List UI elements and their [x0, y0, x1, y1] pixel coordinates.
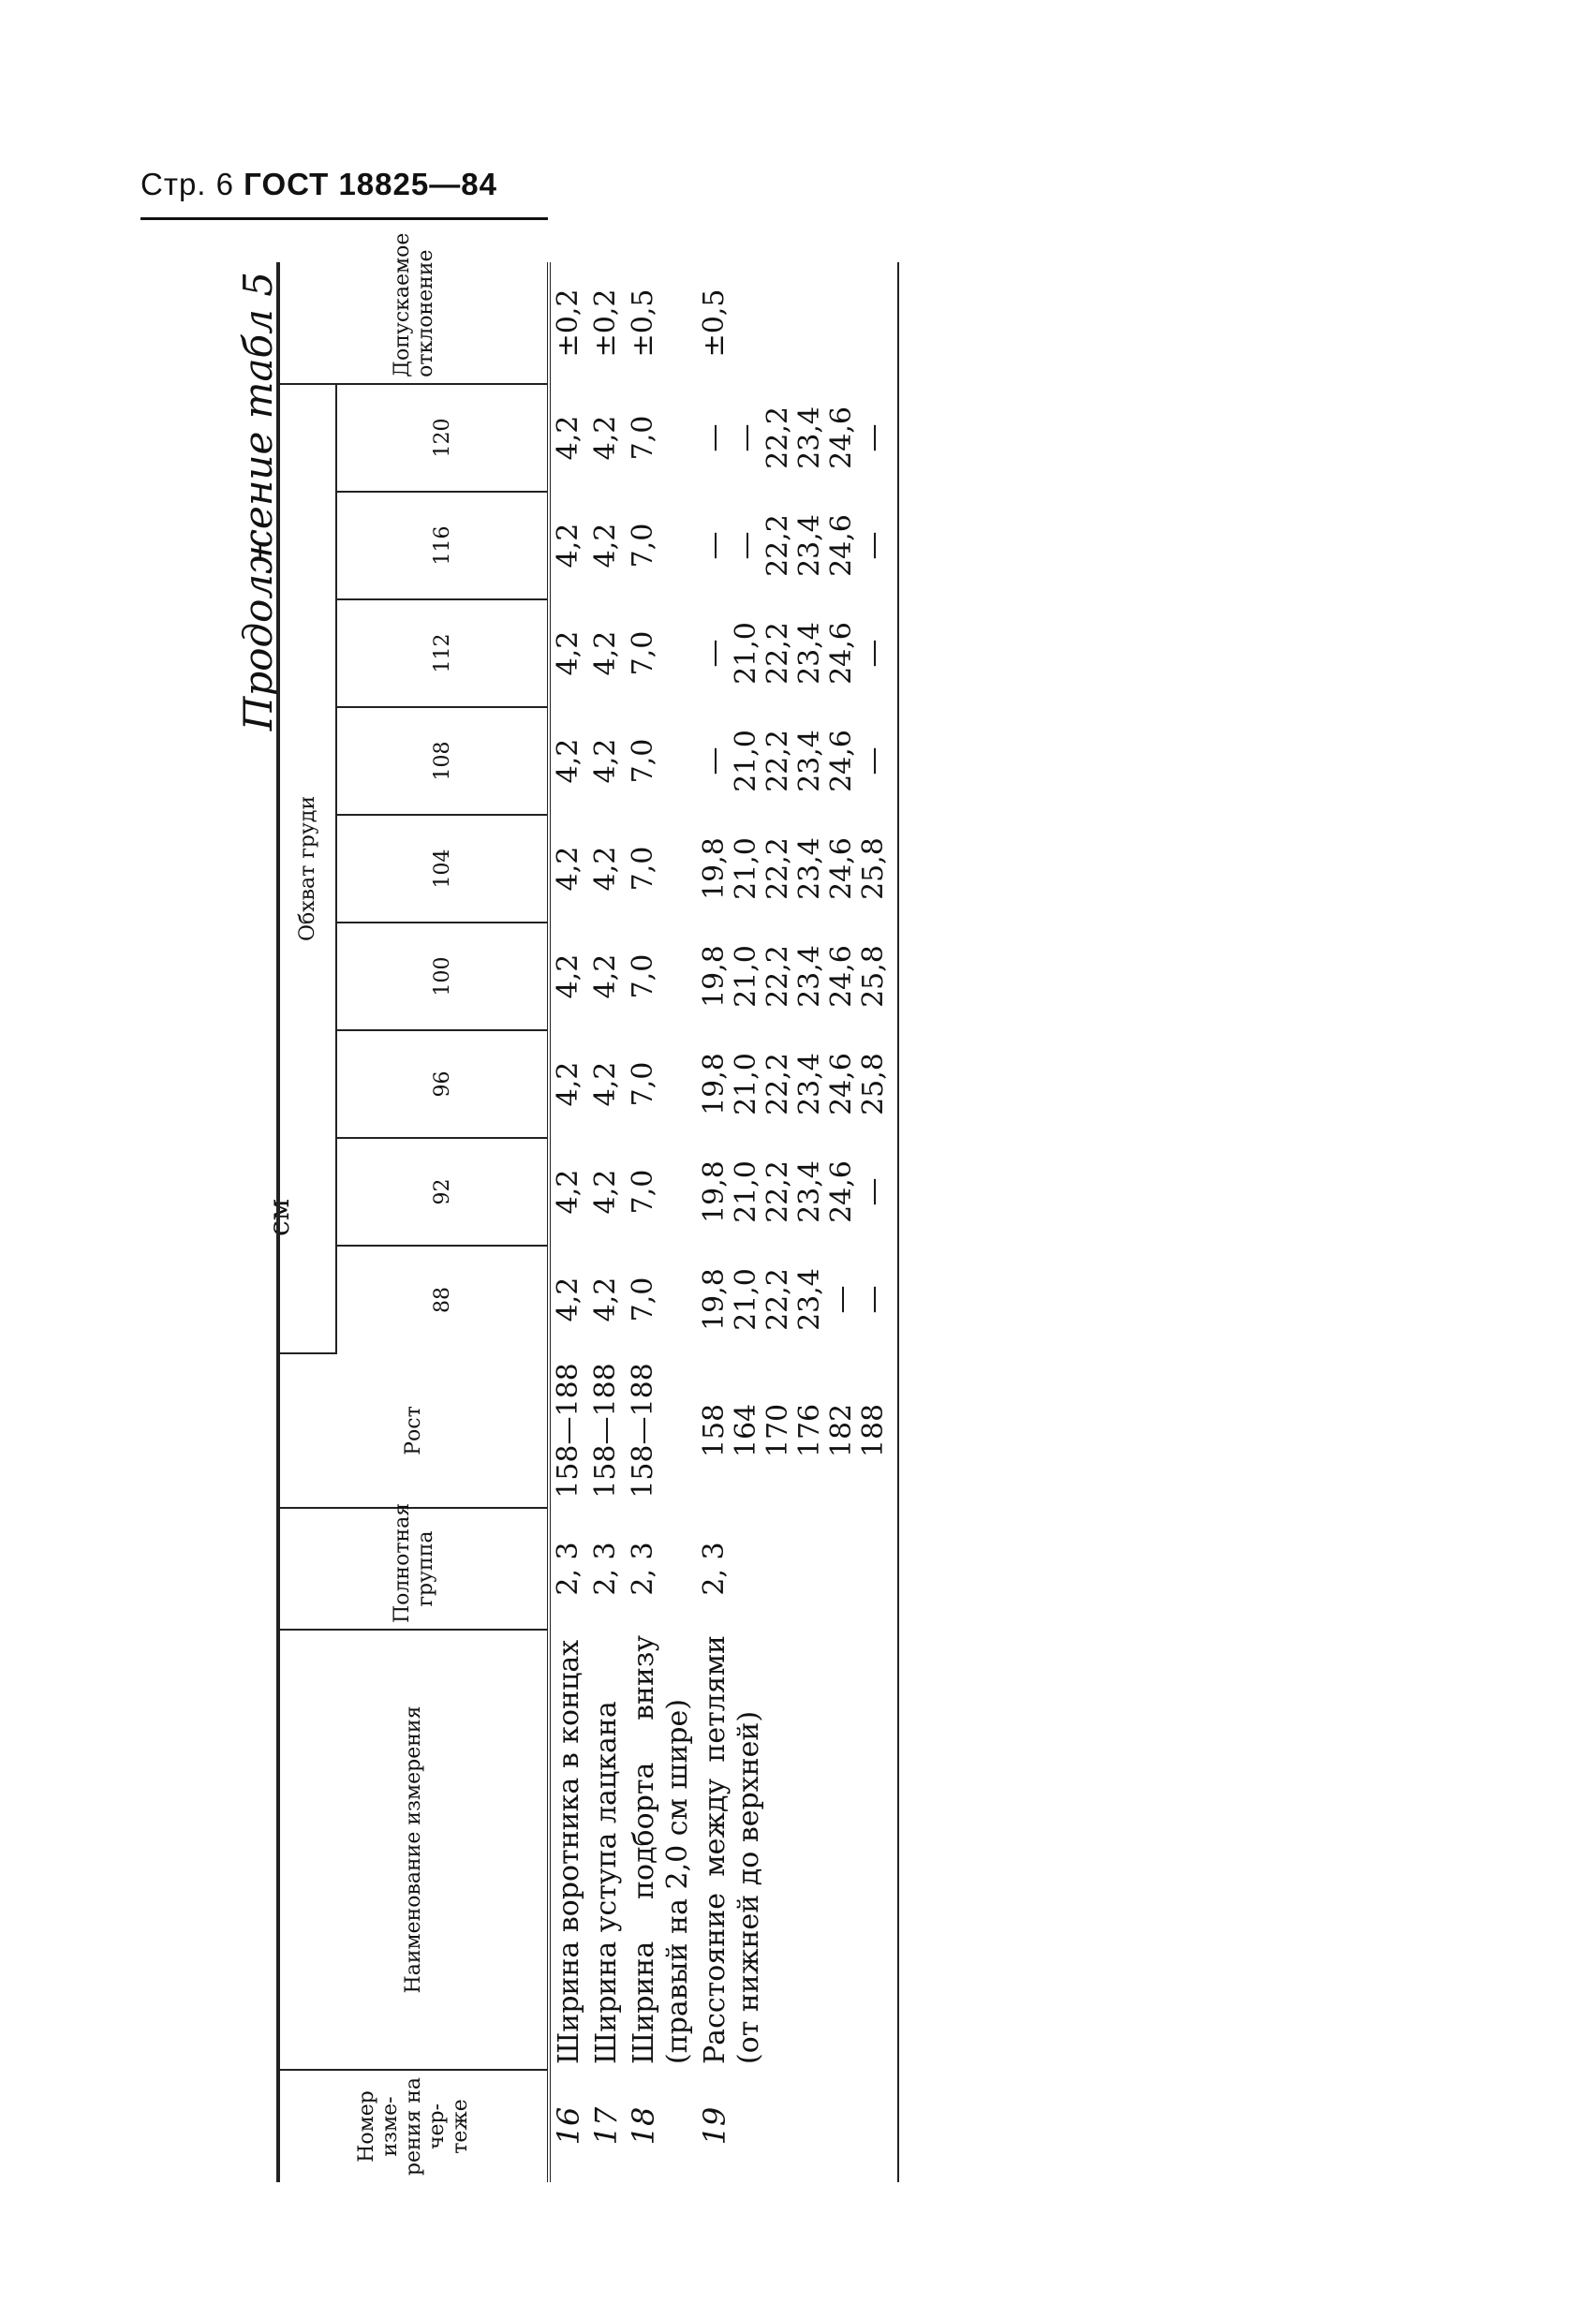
row-value: 7,0 — [627, 846, 659, 892]
row-value: 4,2 — [589, 415, 622, 461]
row-group: 2, 3 — [552, 1542, 584, 1596]
row-value: 19,8 21,0 22,2 23,4 24,6 25,8 — [697, 815, 898, 923]
row-value: 4,2 — [589, 1277, 622, 1322]
table-continuation-caption: Продолжение табл 5 — [235, 272, 281, 731]
size-header: 104 — [336, 815, 549, 923]
row-value: — — 22,2 23,4 24,6 — — [697, 384, 898, 492]
row-value: 19,8 21,0 22,2 23,4 24,6 — — [697, 1138, 898, 1246]
row-height: 158—188 — [627, 1363, 659, 1499]
row-height: 158—188 — [552, 1363, 584, 1499]
row-name: Ширина воротника в концах — [553, 1639, 585, 2064]
header-chest: Обхват груди — [278, 384, 336, 1353]
row-value: 4,2 — [589, 523, 622, 568]
header-number: Номер изме-рения на чер-теже — [278, 2070, 549, 2182]
page-header — [140, 167, 553, 225]
table-row — [626, 262, 697, 2182]
row-value: 7,0 — [627, 415, 659, 461]
row-value: 19,8 21,0 22,2 23,4 — — — [697, 1246, 898, 1353]
row-value: 4,2 — [589, 738, 622, 784]
row-value: 4,2 — [589, 1061, 622, 1107]
row-value: 4,2 — [552, 1061, 584, 1107]
row-tolerance: ±0,2 — [589, 288, 622, 358]
row-value: — 21,0 22,2 23,4 24,6 — — [697, 599, 898, 707]
table-row — [697, 262, 898, 2182]
row-value: 7,0 — [627, 1169, 659, 1215]
row-value: 7,0 — [627, 1277, 659, 1322]
row-value: 4,2 — [552, 1169, 584, 1215]
size-header: 92 — [336, 1138, 549, 1246]
document-code: ГОСТ 18825—84 — [244, 167, 497, 201]
unit-label: см — [263, 1198, 296, 1236]
page-label: Стр. 6 — [140, 167, 234, 201]
measurements-table — [276, 232, 899, 2182]
row-number: 18 — [626, 2106, 661, 2146]
row-value: 7,0 — [627, 1061, 659, 1107]
size-header: 112 — [336, 599, 549, 707]
row-value: 4,2 — [552, 738, 584, 784]
row-number: 17 — [588, 2106, 624, 2146]
row-value: 7,0 — [627, 738, 659, 784]
row-value: 4,2 — [589, 630, 622, 676]
row-value: 4,2 — [589, 846, 622, 892]
row-value: 4,2 — [552, 523, 584, 568]
header-tolerance: Допускаемое отклонение — [278, 262, 549, 384]
header-group: Полнотная группа — [278, 1508, 549, 1630]
row-value: 4,2 — [552, 415, 584, 461]
table-row — [549, 262, 588, 2182]
header-height: Рост — [278, 1353, 549, 1508]
row-value: 19,8 21,0 22,2 23,4 24,6 25,8 — [697, 1030, 898, 1138]
row-value: — — 22,2 23,4 24,6 — — [697, 492, 898, 599]
row-value: 4,2 — [552, 630, 584, 676]
row-value: 7,0 — [627, 630, 659, 676]
row-value: 4,2 — [552, 953, 584, 999]
row-tolerance: ±0,5 — [627, 288, 659, 358]
size-header: 88 — [336, 1246, 549, 1353]
row-value: 4,2 — [589, 1169, 622, 1215]
row-group: 2, 3 — [627, 1542, 659, 1596]
row-name: Ширина уступа лацкана — [590, 1701, 623, 2064]
row-value: 4,2 — [552, 846, 584, 892]
row-value: — 21,0 22,2 23,4 24,6 — — [697, 707, 898, 815]
size-header: 96 — [336, 1030, 549, 1138]
header-rule — [140, 217, 548, 220]
size-header: 116 — [336, 492, 549, 599]
header-name: Наименование измерения — [278, 1630, 549, 2070]
row-group: 2, 3 — [589, 1542, 622, 1596]
row-value: 4,2 — [552, 1277, 584, 1322]
size-header: 100 — [336, 923, 549, 1030]
size-header: 120 — [336, 384, 549, 492]
row-number: 19 — [697, 2070, 898, 2182]
size-header: 108 — [336, 707, 549, 815]
row-value: 19,8 21,0 22,2 23,4 24,6 25,8 — [697, 923, 898, 1030]
rotated-table-block — [229, 232, 960, 2182]
row-name: Расстояние между петлями (от нижней до верхней) — [697, 1630, 898, 2070]
table-row — [588, 262, 626, 2182]
row-group: 2, 3 — [697, 1508, 898, 1630]
row-height: 158 164 170 176 182 188 — [697, 1353, 898, 1508]
row-value: 7,0 — [627, 523, 659, 568]
row-number: 16 — [551, 2106, 586, 2146]
row-tolerance: ±0,2 — [552, 288, 584, 358]
row-value: 4,2 — [589, 953, 622, 999]
row-tolerance: ±0,5 — [697, 262, 898, 384]
row-name: Ширина подборта внизу (правый на 2,0 см шире) — [628, 1635, 694, 2064]
row-height: 158—188 — [589, 1363, 622, 1499]
row-value: 7,0 — [627, 953, 659, 999]
